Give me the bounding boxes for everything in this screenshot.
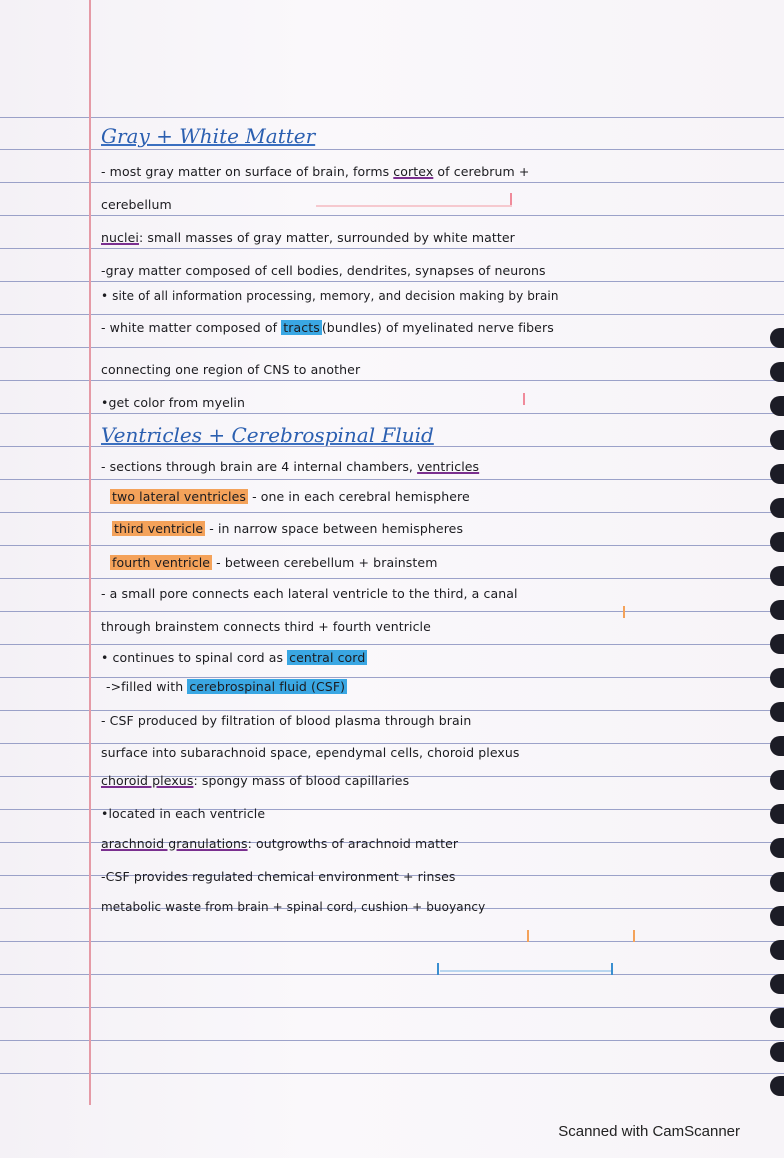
note-line [101,869,456,884]
note-text: • continues to spinal cord as [101,650,284,665]
note-text: - between cerebellum + brainstem [216,555,438,570]
binding-ring [770,362,784,382]
note-line [101,836,458,851]
ruled-line [0,182,784,183]
note-text: (bundles) of myelinated nerve fibers [321,320,554,335]
term-fourth-ventricle: fourth ventricle [112,555,211,570]
ruled-line [0,545,784,546]
term-choroid-plexus: choroid plexus [101,773,194,788]
term-ventricles: ventricles [417,459,480,474]
binding-ring [770,872,784,892]
binding-ring [770,804,784,824]
ruled-line [0,941,784,942]
term-arachnoid-granulations: arachnoid granulations [101,836,248,851]
binding-ring [770,702,784,722]
note-text: cerebellum [101,197,172,212]
note-text: of cerebrum + [437,164,530,179]
binding-ring [770,1076,784,1096]
term-lateral-ventricles: two lateral ventricles [112,489,246,504]
binding-ring [770,328,784,348]
note-text: -gray matter composed of cell bodies, dendrites, synapses of neurons [101,263,546,278]
binding-ring [770,736,784,756]
note-line [101,586,518,601]
pen-mark [316,205,512,207]
note-text: through brainstem connects third + fourth ventricle [101,619,431,634]
note-line [101,320,554,335]
note-line [101,459,479,474]
binding-ring [770,770,784,790]
term-cortex: cortex [393,164,434,179]
term-nuclei: nuclei [101,230,139,245]
note-line [101,650,367,665]
section-heading-gray-white-matter [101,124,315,148]
ruled-line [0,644,784,645]
binding-ring [770,906,784,926]
note-line [101,362,360,377]
note-line [106,679,347,694]
binding-ring [770,974,784,994]
ruled-line [0,1040,784,1041]
note-line [101,619,431,634]
binding-ring [770,940,784,960]
section-heading-ventricles [101,423,434,447]
note-text: ->filled with [106,679,184,694]
ruled-line [0,215,784,216]
note-line [101,713,471,728]
note-text: •located in each ventricle [101,806,266,821]
binding-ring [770,634,784,654]
note-line [110,489,470,504]
note-line [112,521,463,536]
pen-mark [611,963,613,975]
note-line [101,395,245,410]
binding-ring [770,668,784,688]
ruled-line [0,512,784,513]
note-line [101,197,172,212]
binding-ring [770,838,784,858]
ruled-line [0,149,784,150]
ruled-line [0,117,784,118]
binding-ring [770,498,784,518]
note-line [101,164,529,179]
note-text: - one in each cerebral hemisphere [252,489,470,504]
note-text: - CSF produced by filtration of blood plasma through brain [101,713,472,728]
term-central-cord: central cord [289,650,366,665]
note-line [110,555,437,570]
pen-mark [510,193,512,205]
binding-ring [770,430,784,450]
note-text: : small masses of gray matter, surrounded by white matter [138,230,515,245]
note-text: surface into subarachnoid space, ependymal cells, choroid plexus [101,745,520,760]
note-line [101,263,546,278]
heading-text: Gray + White Matter [101,124,316,148]
note-text: : outgrowths of arachnoid matter [247,836,459,851]
binding-ring [770,566,784,586]
ruled-line [0,380,784,381]
ruled-line [0,1007,784,1008]
note-line [101,773,409,788]
ruled-line [0,413,784,414]
note-text: -CSF provides regulated chemical environment + rinses [101,869,456,884]
binding-ring [770,396,784,416]
ruled-line [0,314,784,315]
term-csf: cerebrospinal fluid (CSF) [189,679,346,694]
ruled-line [0,479,784,480]
ruled-line [0,710,784,711]
pen-mark [623,606,625,618]
note-text: connecting one region of CNS to another [101,362,361,377]
binding-ring [770,600,784,620]
note-text: metabolic waste from brain + spinal cord, cushion + buoyancy [101,900,486,914]
note-line [101,230,515,245]
ruled-line [0,1073,784,1074]
pen-mark [437,963,439,975]
ruled-line [0,248,784,249]
note-text: - in narrow space between hemispheres [209,521,464,536]
note-text: - white matter composed of [101,320,278,335]
ruled-line [0,578,784,579]
note-text: - a small pore connects each lateral ventricle to the third, a canal [101,586,518,601]
term-third-ventricle: third ventricle [114,521,204,536]
pen-mark [440,970,612,972]
term-tracts: tracts [283,320,320,335]
binding-ring [770,464,784,484]
note-line [101,900,485,914]
binding-ring [770,532,784,552]
binding-ring [770,1042,784,1062]
ruled-line [0,347,784,348]
note-text: - sections through brain are 4 internal chambers, [101,459,414,474]
scanner-watermark: Scanned with CamScanner [558,1123,740,1140]
pen-mark [527,930,529,942]
margin-line [89,0,91,1105]
pen-mark [633,930,635,942]
pen-mark [523,393,525,405]
binding-ring [770,1008,784,1028]
note-text: •get color from myelin [101,395,246,410]
heading-text: Ventricles + Cerebrospinal Fluid [101,423,434,447]
note-line [101,745,520,760]
note-text: - most gray matter on surface of brain, forms [101,164,390,179]
ruled-line [0,974,784,975]
note-line [101,289,559,303]
ruled-line [0,281,784,282]
note-text: • site of all information processing, memory, and decision making by brain [101,289,559,303]
ruled-line [0,611,784,612]
note-line [101,806,265,821]
note-text: : spongy mass of blood capillaries [193,773,410,788]
